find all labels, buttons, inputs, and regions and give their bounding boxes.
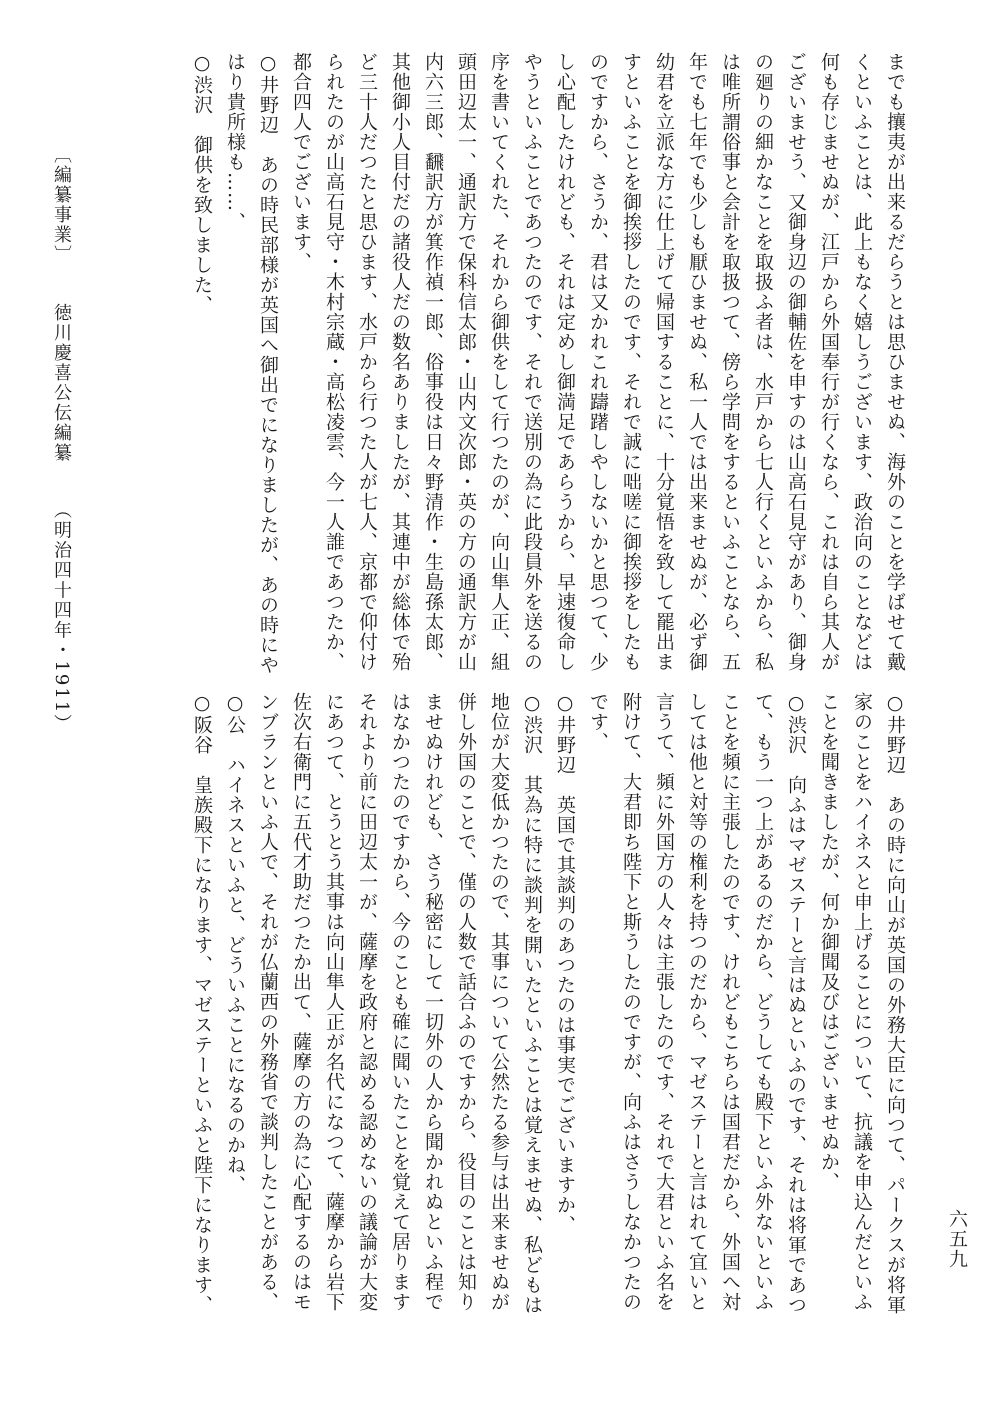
text-line: 其他御小人目付だの諸役人だの数名ありましたが、其連中が総体で殆 <box>389 52 411 672</box>
text-line: 何も存じませぬが、江戸から外国奉行が行くなら、これは自ら其人が <box>818 52 840 672</box>
text-line: やうといふことであつたのです、それで送別の為に此段員外を送るの <box>521 52 543 672</box>
text-line: 年でも七年でも少しも厭ひませぬ、私一人では出来ませぬが、必ず御 <box>686 52 708 672</box>
text-line: ございませう、又御身辺の御輔佐を申すのは山高石見守があり、御身 <box>785 52 807 672</box>
text-line: までも攘夷が出来るだらうとは思ひませぬ、海外のことを学ばせて戴 <box>884 52 906 672</box>
text-line: られたのが山高石見守・木村宗蔵・高松凌雲、今一人誰であつたか、 <box>323 52 345 672</box>
text-line: ことを聞きましたが、何か御聞及びはございませぬか、 <box>818 692 840 1192</box>
running-header <box>48 145 74 734</box>
text-line: のですから、さうか、君は又かれこれ躊躇しやしないかと思つて、少 <box>587 52 609 672</box>
text-line: し心配したけれども、それは定めし御満足であらうから、早速復命し <box>554 52 576 672</box>
text-line: ことを頻に主張したのです、けれどもこちらは国君だから、外国へ対 <box>719 692 741 1312</box>
text-line: 言うて、頻に外国方の人々は主張したのです、それで大君といふ名を <box>653 692 675 1312</box>
text-line: ○井野辺 あの時に向山が英国の外務大臣に向つて、パークスが将軍 <box>884 692 906 1315</box>
text-line: ○井野辺 英国で其談判のあつたのは事実でございますか、 <box>554 692 576 1235</box>
upper-text-block <box>96 52 911 675</box>
text-line: ○渋沢 向ふはマゼステーと言はぬといふのです、それは将軍であつ <box>785 692 807 1315</box>
text-line: はり貴所様も……、 <box>224 52 246 232</box>
text-line: です、 <box>587 692 609 752</box>
text-line: 都合四人でございます、 <box>290 52 312 272</box>
text-line: ンブランといふ人で、それが仏蘭西の外務省で談判したことがある、 <box>257 692 279 1312</box>
text-line: 幼君を立派な方に仕上げて帰国することに、十分覚悟を致して罷出ま <box>653 52 675 672</box>
text-line: ませぬけれども、さう秘密にして一切外の人から聞かれぬといふ程で <box>422 692 444 1312</box>
text-line: 附けて、大君即ち陛下と斯うしたのですが、向ふはさうしなかつたの <box>620 692 642 1312</box>
text-line: 家のことをハイネスと申上げることについて、抗議を申込んだといふ <box>851 692 873 1312</box>
text-line: 序を書いてくれた、それから御供をして行つたのが、向山隼人正、組 <box>488 52 510 672</box>
text-line: は唯所謂俗事と会計を取扱つて、傍ら学問をするといふことなら、五 <box>719 52 741 672</box>
text-line: 内六三郎、飜訳方が箕作禎一郎、俗事役は日々野清作・生島孫太郎、 <box>422 52 444 672</box>
text-line: ○阪谷 皇族殿下になります、マゼステーといふと陛下になります、 <box>191 692 213 1315</box>
text-line: 併し外国のことで、僅の人数で話合ふのですから、役目のことは知り <box>455 692 477 1312</box>
text-line: ○渋沢 御供を致しました、 <box>191 52 213 315</box>
text-line: にあつて、とうとう其事は向山隼人正が名代になつて、薩摩から岩下 <box>323 692 345 1312</box>
text-line: 地位が大変低かつたので、其事について公然たる参与は出来ませぬが <box>488 692 510 1312</box>
text-line: はなかつたのですから、今のことも確に聞いたことを覚えて居ります <box>389 692 411 1312</box>
lower-text-block <box>96 692 911 1315</box>
text-line: の廻りの細かなことを取扱ふ者は、水戸から七人行くといふから、私 <box>752 52 774 672</box>
text-line: すといふことを御挨拶したのです、それで誠に咄嗟に御挨拶をしたも <box>620 52 642 672</box>
text-line: しては他と対等の権利を持つのだから、マゼステーと言はれて宜いと <box>686 692 708 1312</box>
text-line: 頭田辺太一、通訳方で保科信太郎・山内文次郎・英の方の通訳方が山 <box>455 52 477 672</box>
text-line: それより前に田辺太一が、薩摩を政府と認める認めないの議論が大変 <box>356 692 378 1312</box>
text-line: ○渋沢 其為に特に談判を開いたといふことは覚えませぬ、私どもは <box>521 692 543 1315</box>
date-label: （明治四十四年・1911） <box>51 500 72 735</box>
text-line: ど三十人だつたと思ひます、水戸から行つた人が七人、京都で仰付け <box>356 52 378 672</box>
text-line: て、もう一つ上があるのだから、どうしても殿下といふ外ないといふ <box>752 692 774 1312</box>
text-line: くといふことは、此上もなく嬉しうございます、政治向のことなどは <box>851 52 873 672</box>
series-label: 〔編纂事業〕 <box>51 145 72 265</box>
page-number: 六五九 <box>946 1209 968 1269</box>
text-line: 佐次右衛門に五代才助だつたか出て、薩摩の方の為に心配するのはモ <box>290 692 312 1312</box>
book-title: 徳川慶喜公伝編纂 <box>51 302 72 463</box>
text-line: ○井野辺 あの時民部様が英国へ御出でになりましたが、あの時にや <box>257 52 279 675</box>
text-line: ○公 ハイネスといふと、どういふことになるのかね、 <box>224 692 246 1195</box>
